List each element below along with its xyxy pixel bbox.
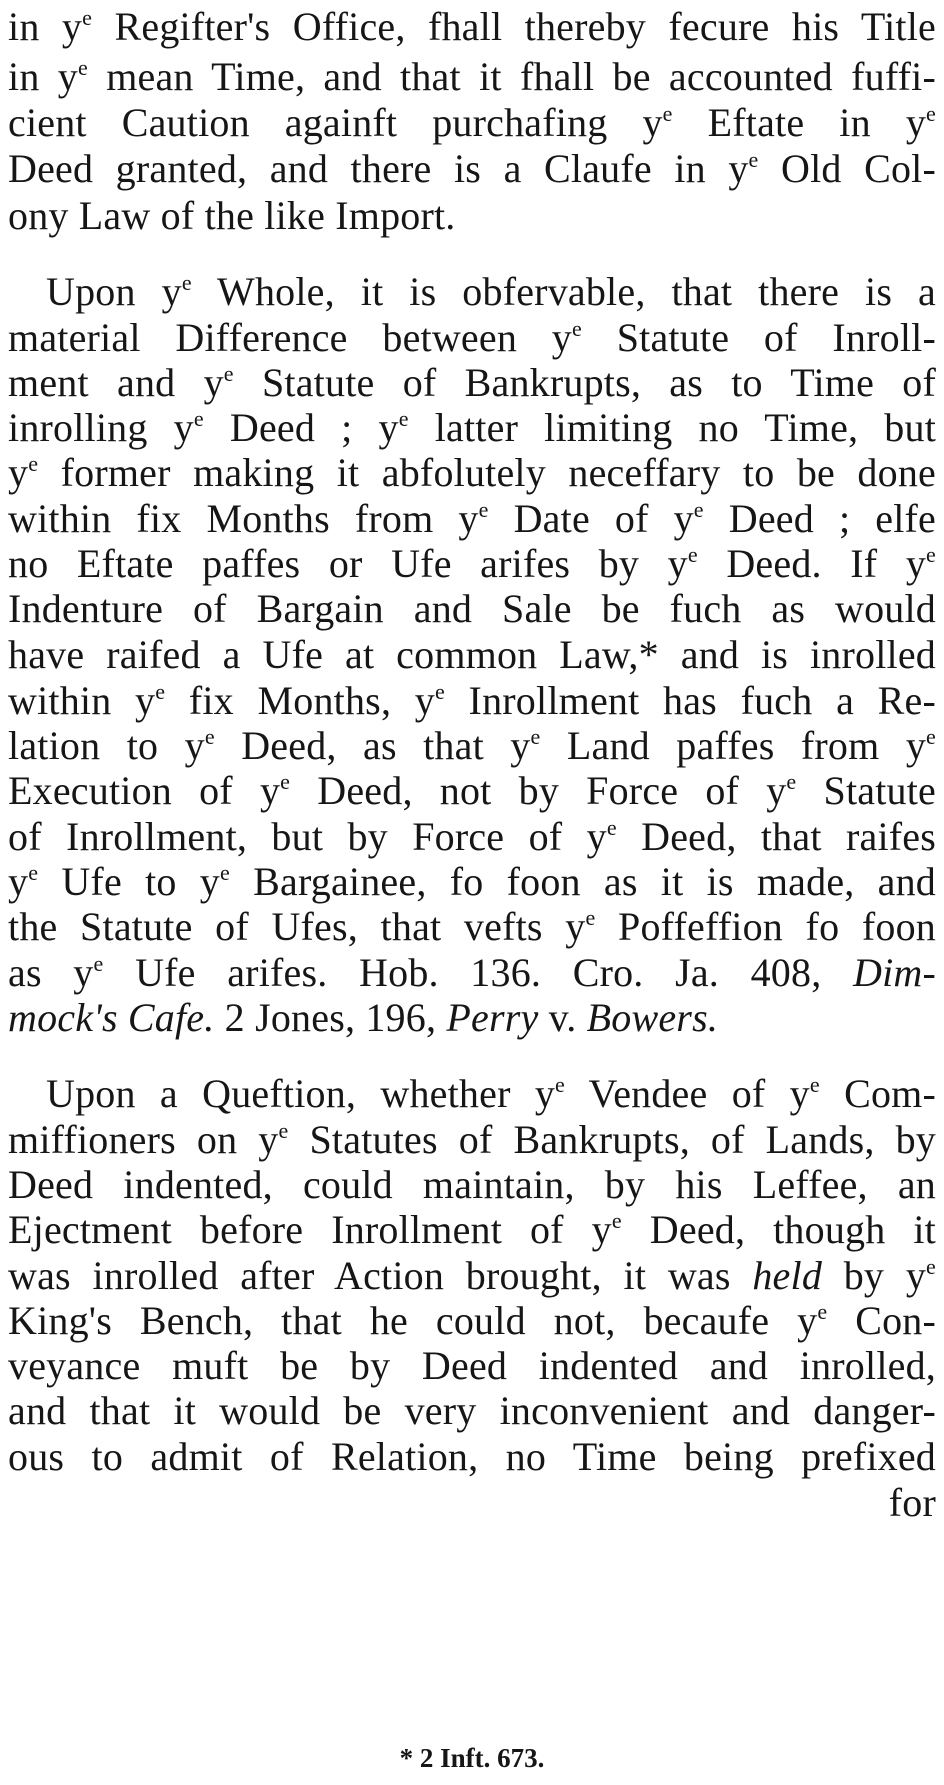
italic-text: Perry — [446, 995, 539, 1040]
text-segment: Statute — [796, 768, 936, 813]
text-segment: Old Col- — [758, 146, 936, 191]
superscript: e — [926, 1254, 937, 1279]
text-segment: Inrollment has fuch a Re- — [444, 678, 936, 723]
superscript: e — [809, 1072, 820, 1097]
superscript: e — [555, 1072, 566, 1097]
text-segment: Con- — [827, 1298, 936, 1343]
text-segment: y — [8, 859, 29, 904]
text-segment: Eftate in y — [672, 100, 927, 145]
text-line — [8, 98, 936, 148]
text-line — [8, 948, 936, 998]
text-segment: ous to admit of Relation, no Time being prefixed — [8, 1434, 936, 1479]
text-segment: was inrolled after Action brought, it was — [8, 1253, 753, 1298]
text-line — [8, 857, 936, 907]
text-segment: Deed. If y — [697, 541, 927, 586]
text-segment: Deed indented, could maintain, by his Leffee, an — [8, 1162, 936, 1207]
text-line — [8, 1069, 936, 1119]
text-segment: of Inrollment, but by Force of y — [8, 814, 607, 859]
text-segment: Vendee of y — [565, 1071, 810, 1116]
superscript: e — [398, 406, 409, 431]
text-line — [8, 902, 936, 952]
text-segment: Land paffes from y — [540, 723, 927, 768]
superscript: e — [93, 951, 104, 976]
superscript: e — [193, 406, 204, 431]
superscript: e — [786, 769, 797, 794]
text-segment: within y — [8, 678, 156, 723]
superscript: e — [693, 497, 704, 522]
text-line — [8, 2, 936, 52]
text-segment: Ufe to y — [38, 859, 220, 904]
text-segment: for — [888, 1480, 936, 1525]
text-line — [8, 1478, 936, 1528]
text-line — [8, 1296, 936, 1346]
text-segment: inrolling y — [8, 405, 194, 450]
superscript: e — [926, 724, 936, 749]
text-segment: Ufe arifes. Hob. 136. Cro. Ja. 408, — [103, 950, 853, 995]
text-line — [8, 191, 936, 241]
text-line — [8, 52, 936, 102]
text-line — [8, 1251, 936, 1301]
superscript: e — [662, 101, 673, 126]
text-segment: former making it abfolutely neceffary to be done — [38, 450, 936, 495]
superscript: e — [77, 55, 88, 80]
text-segment: Com- — [819, 1071, 937, 1116]
text-line — [8, 584, 936, 634]
text-line — [8, 721, 936, 771]
text-line — [8, 630, 936, 680]
text-line — [8, 1205, 936, 1255]
text-segment: Deed, though it — [621, 1207, 936, 1252]
superscript: e — [181, 270, 192, 295]
text-segment: veyance muft be by Deed indented and inrolled, — [8, 1343, 936, 1388]
text-segment: ment and y — [8, 360, 224, 405]
text-segment: as y — [8, 950, 94, 995]
text-segment: Whole, it is obfervable, that there is a — [191, 269, 936, 314]
text-segment: Regifter's Office, fhall thereby fecure his Title — [92, 4, 936, 49]
superscript: e — [28, 860, 39, 885]
text-line — [8, 1341, 936, 1391]
superscript: e — [926, 542, 936, 567]
text-line — [8, 403, 936, 453]
text-segment: by y — [822, 1253, 927, 1298]
italic-text: held — [752, 1253, 823, 1298]
text-segment: Deed ; y — [203, 405, 399, 450]
text-segment: cient Caution againft purchafing y — [8, 100, 663, 145]
text-segment: Execution of y — [8, 768, 281, 813]
text-line — [8, 144, 936, 194]
superscript: e — [219, 860, 230, 885]
text-segment: latter limiting no Time, but — [408, 405, 937, 450]
text-line — [8, 494, 936, 544]
text-line — [8, 812, 936, 862]
superscript: e — [926, 101, 936, 126]
text-segment: have raifed a Ufe at common Law,* and is inrolled — [8, 632, 936, 677]
superscript: e — [434, 679, 445, 704]
text-segment: lation to y — [8, 723, 205, 768]
text-segment: in y — [8, 4, 83, 49]
text-line — [8, 267, 936, 317]
text-segment: fix Months, y — [165, 678, 435, 723]
italic-text: Dim- — [852, 950, 936, 995]
text-segment: Indenture of Bargain and Sale be fuch as would — [8, 586, 936, 631]
text-line — [8, 448, 936, 498]
superscript: e — [280, 769, 291, 794]
superscript: e — [748, 147, 759, 172]
text-segment: and that it would be very inconvenient and danger- — [8, 1388, 936, 1433]
text-line — [8, 1386, 936, 1436]
superscript: e — [585, 905, 596, 930]
superscript: e — [571, 316, 582, 341]
text-segment: Statute of Inroll- — [581, 315, 936, 360]
text-line — [8, 313, 936, 363]
text-segment: 2 Jones, 196, — [214, 995, 447, 1040]
text-segment: Date of y — [488, 496, 694, 541]
text-segment: Deed, not by Force of y — [290, 768, 787, 813]
italic-text: Bowers. — [586, 995, 719, 1040]
text-segment: material Difference between y — [8, 315, 572, 360]
text-line — [8, 1160, 936, 1210]
text-line — [8, 1432, 936, 1482]
superscript: e — [478, 497, 489, 522]
text-segment: Statutes of Bankrupts, of Lands, by — [288, 1117, 936, 1162]
superscript: e — [278, 1118, 289, 1143]
superscript: e — [204, 724, 215, 749]
text-segment: King's Bench, that he could not, becaufe y — [8, 1298, 818, 1343]
italic-text: mock's Cafe. — [8, 995, 215, 1040]
text-segment: no Eftate paffes or Ufe arifes by y — [8, 541, 688, 586]
text-segment: v. — [538, 995, 587, 1040]
text-segment: Upon a Queftion, whether y — [46, 1071, 556, 1116]
text-segment: Deed, as that y — [214, 723, 531, 768]
superscript: e — [530, 724, 541, 749]
footnote: * 2 Inft. 673. — [399, 1743, 545, 1773]
text-line — [8, 993, 936, 1043]
text-segment: y — [8, 450, 29, 495]
superscript: e — [687, 542, 698, 567]
text-line — [8, 676, 936, 726]
superscript: e — [817, 1299, 828, 1324]
text-segment: Deed granted, and there is a Claufe in y — [8, 146, 749, 191]
text-segment: Bargainee, fo foon as it is made, and — [229, 859, 937, 904]
text-segment: in y — [8, 54, 78, 99]
text-segment: Deed, that raifes — [616, 814, 936, 859]
text-segment: mean Time, and that it fhall be accounted fuffi- — [87, 54, 936, 99]
book-page — [8, 0, 936, 1785]
superscript: e — [611, 1208, 622, 1233]
text-segment: the Statute of Ufes, that vefts y — [8, 904, 586, 949]
text-segment: Deed ; elfe — [703, 496, 936, 541]
text-line — [8, 766, 936, 816]
superscript: e — [606, 815, 617, 840]
superscript: e — [155, 679, 166, 704]
text-line — [8, 1115, 936, 1165]
text-segment: Upon y — [46, 269, 182, 314]
text-line — [8, 539, 936, 589]
text-segment: ony Law of the like Import. — [8, 193, 456, 238]
text-segment: Ejectment before Inrollment of y — [8, 1207, 612, 1252]
superscript: e — [82, 5, 93, 30]
text-line — [8, 358, 936, 408]
superscript: e — [28, 451, 39, 476]
text-segment: within fix Months from y — [8, 496, 479, 541]
text-segment: Poffeffion fo foon — [595, 904, 936, 949]
text-segment: miffioners on y — [8, 1117, 279, 1162]
superscript: e — [223, 361, 234, 386]
text-segment: Statute of Bankrupts, as to Time of — [233, 360, 936, 405]
